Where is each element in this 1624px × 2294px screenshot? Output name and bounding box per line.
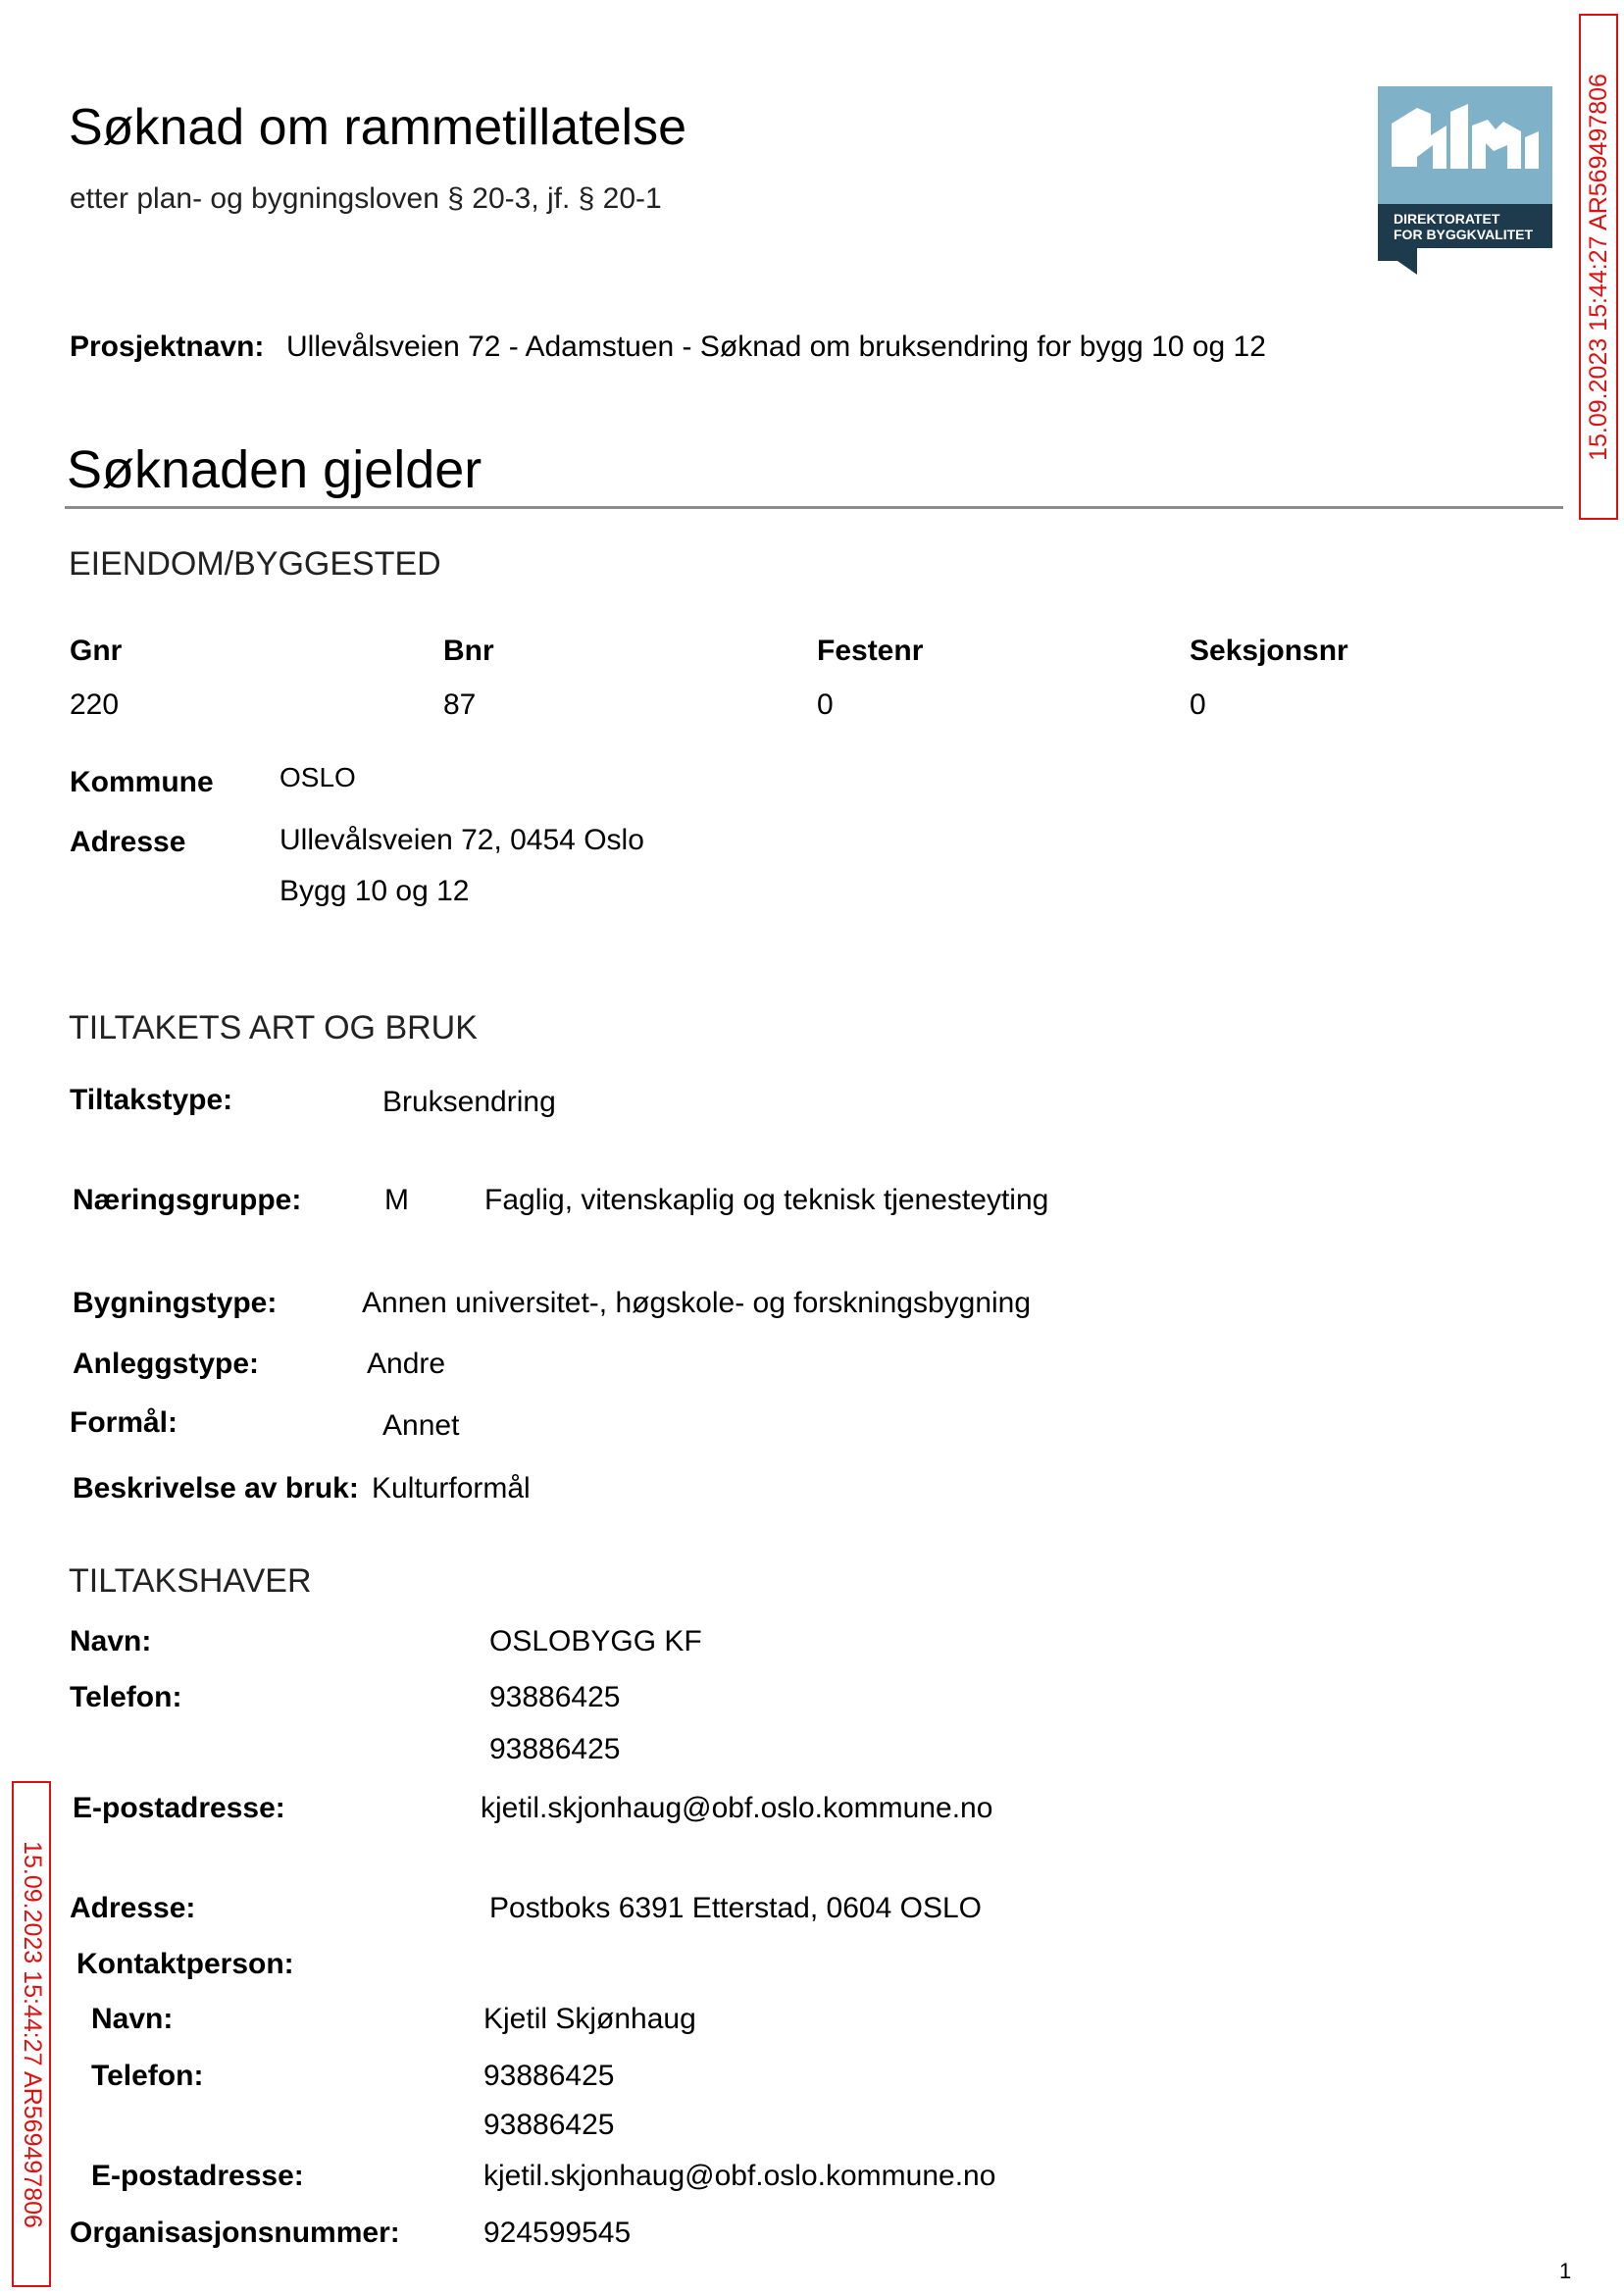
naeringsgruppe-code: M xyxy=(384,1184,409,1216)
section-heading: Søknaden gjelder xyxy=(67,440,482,499)
tiltakshaver-telefon-label: Telefon: xyxy=(70,1681,182,1713)
tiltakshaver-adresse-value: Postboks 6391 Etterstad, 0604 OSLO xyxy=(489,1892,982,1924)
tiltakshaver-telefon-value-1: 93886425 xyxy=(489,1681,621,1713)
organisasjonsnummer-label: Organisasjonsnummer: xyxy=(70,2217,400,2249)
project-value: Ullevålsveien 72 - Adamstuen - Søknad om bruksendring for bygg 10 og 12 xyxy=(286,331,1266,363)
gnr-value: 220 xyxy=(70,688,120,721)
kontakt-epost-value: kjetil.skjonhaug@obf.oslo.kommune.no xyxy=(483,2160,996,2192)
kommune-label: Kommune xyxy=(70,766,214,798)
date-stamp-right-text: 15.09.2023 15:44:27 AR569497806 xyxy=(1584,73,1612,461)
project-label: Prosjektnavn: xyxy=(70,331,265,363)
anleggstype-label: Anleggstype: xyxy=(73,1348,260,1380)
eiendom-heading: EIENDOM/BYGGESTED xyxy=(69,545,441,583)
page-subtitle: etter plan- og bygningsloven § 20-3, jf. § 20-1 xyxy=(70,182,662,215)
beskrivelse-label: Beskrivelse av bruk: xyxy=(73,1472,359,1504)
kontakt-telefon-label: Telefon: xyxy=(91,2060,204,2092)
adresse-value-1: Ullevålsveien 72, 0454 Oslo xyxy=(279,824,644,856)
bnr-label: Bnr xyxy=(443,635,494,667)
kontakt-navn-label: Navn: xyxy=(91,2003,174,2035)
dibk-logo-graphic xyxy=(1378,86,1552,278)
anleggstype-value: Andre xyxy=(367,1348,446,1380)
naeringsgruppe-value: Faglig, vitenskaplig og teknisk tjenesteyting xyxy=(484,1184,1049,1216)
tiltakstype-label: Tiltakstype: xyxy=(70,1084,233,1116)
date-stamp-left-text: 15.09.2023 15:44:27 AR569497806 xyxy=(18,1840,46,2228)
logo-line2: FOR BYGGKVALITET xyxy=(1394,227,1534,242)
tiltakshaver-heading: TILTAKSHAVER xyxy=(69,1562,312,1600)
gnr-label: Gnr xyxy=(70,635,123,667)
tiltakshaver-navn-label: Navn: xyxy=(70,1625,152,1657)
bygningstype-label: Bygningstype: xyxy=(73,1287,278,1319)
kontakt-navn-value: Kjetil Skjønhaug xyxy=(483,2003,696,2035)
kontakt-telefon-value-2: 93886425 xyxy=(483,2109,615,2141)
page-title: Søknad om rammetillatelse xyxy=(69,99,686,156)
beskrivelse-value: Kulturformål xyxy=(372,1472,531,1504)
bnr-value: 87 xyxy=(443,688,477,721)
tiltakshaver-epost-label: E-postadresse: xyxy=(73,1792,285,1824)
tiltak-heading: TILTAKETS ART OG BRUK xyxy=(69,1009,478,1046)
naeringsgruppe-label: Næringsgruppe: xyxy=(73,1184,302,1216)
formal-label: Formål: xyxy=(70,1406,178,1439)
adresse-label: Adresse xyxy=(70,826,186,858)
kontaktperson-label: Kontaktperson: xyxy=(76,1948,294,1980)
kontakt-telefon-value-1: 93886425 xyxy=(483,2060,615,2092)
tiltakstype-value: Bruksendring xyxy=(382,1086,556,1118)
kontakt-epost-label: E-postadresse: xyxy=(91,2160,304,2192)
seksjonsnr-value: 0 xyxy=(1190,688,1206,721)
tiltakshaver-adresse-label: Adresse: xyxy=(70,1892,196,1924)
festenr-value: 0 xyxy=(817,688,834,721)
formal-value: Annet xyxy=(382,1409,460,1442)
date-stamp-right xyxy=(1579,14,1618,520)
organisasjonsnummer-value: 924599545 xyxy=(483,2217,632,2249)
bygningstype-value: Annen universitet-, høgskole- og forskningsbygning xyxy=(362,1287,1032,1319)
adresse-value-2: Bygg 10 og 12 xyxy=(279,875,470,907)
tiltakshaver-telefon-value-2: 93886425 xyxy=(489,1733,621,1765)
tiltakshaver-navn-value: OSLOBYGG KF xyxy=(489,1625,702,1657)
festenr-label: Festenr xyxy=(817,635,924,667)
kommune-value: OSLO xyxy=(279,762,356,792)
date-stamp-left xyxy=(12,1781,51,2287)
logo-line1: DIREKTORATET xyxy=(1394,211,1500,227)
dibk-logo xyxy=(1378,86,1552,278)
seksjonsnr-label: Seksjonsnr xyxy=(1190,635,1348,667)
tiltakshaver-epost-value: kjetil.skjonhaug@obf.oslo.kommune.no xyxy=(481,1792,993,1824)
section-divider xyxy=(65,506,1563,509)
page-number: 1 xyxy=(1559,2259,1572,2283)
